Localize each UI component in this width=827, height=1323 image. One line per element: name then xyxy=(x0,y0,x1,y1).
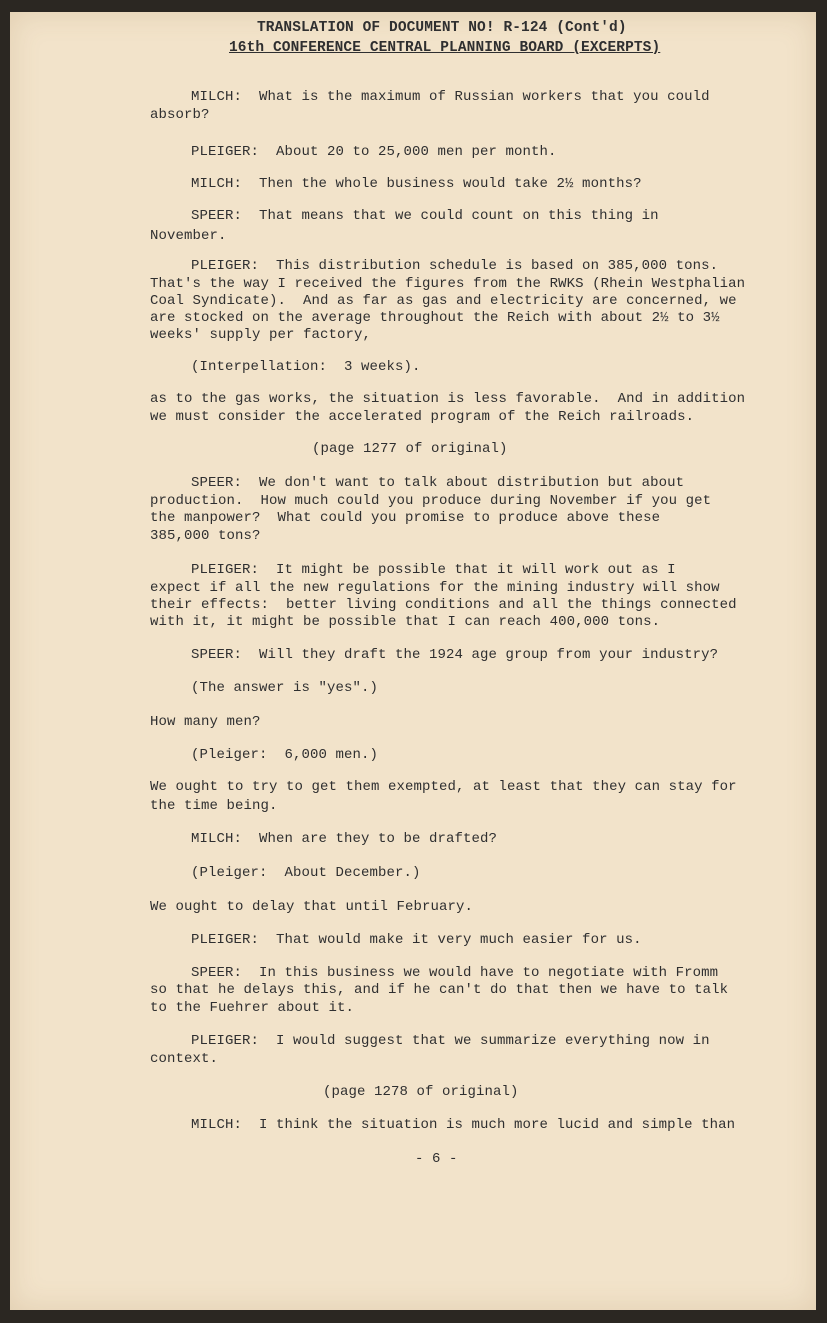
page-reference: (page 1277 of original) xyxy=(312,441,508,457)
text-line: with it, it might be possible that I can reach 400,000 tons. xyxy=(150,614,661,630)
text-line: SPEER: In this business we would have to negotiate with Fromm xyxy=(191,965,719,981)
document-subtitle: 16th CONFERENCE CENTRAL PLANNING BOARD (EXCERPTS) xyxy=(229,40,661,56)
text-line: Coal Syndicate). And as far as gas and electricity are concerned, we xyxy=(150,293,737,309)
text-line: That's the way I received the figures from the RWKS (Rhein Westphalian xyxy=(150,276,746,292)
text-line: We ought to try to get them exempted, at least that they can stay for xyxy=(150,779,737,795)
text-line: How many men? xyxy=(150,714,261,730)
page-number: - 6 - xyxy=(415,1151,458,1167)
text-line: November. xyxy=(150,228,227,244)
text-line: PLEIGER: About 20 to 25,000 men per month. xyxy=(191,144,557,160)
text-line: as to the gas works, the situation is less favorable. And in addition xyxy=(150,391,746,407)
document-page xyxy=(10,12,816,1310)
text-line: (Interpellation: 3 weeks). xyxy=(191,359,421,375)
text-line: SPEER: Will they draft the 1924 age group from your industry? xyxy=(191,647,719,663)
text-line: the manpower? What could you promise to produce above these xyxy=(150,510,661,526)
text-line: are stocked on the average throughout the Reich with about 2½ to 3½ xyxy=(150,310,720,326)
text-line: expect if all the new regulations for the mining industry will show xyxy=(150,580,720,596)
page-reference: (page 1278 of original) xyxy=(323,1084,519,1100)
text-line: 385,000 tons? xyxy=(150,528,261,544)
text-line: MILCH: When are they to be drafted? xyxy=(191,831,498,847)
text-line: weeks' supply per factory, xyxy=(150,327,372,343)
text-line: absorb? xyxy=(150,107,210,123)
text-line: context. xyxy=(150,1051,219,1067)
text-line: the time being. xyxy=(150,798,278,814)
document-title: TRANSLATION OF DOCUMENT NO! R-124 (Cont'd) xyxy=(257,20,627,36)
text-line: (The answer is "yes".) xyxy=(191,680,379,696)
text-line: PLEIGER: That would make it very much easier for us. xyxy=(191,932,642,948)
text-line: so that he delays this, and if he can't do that then we have to talk xyxy=(150,982,729,998)
text-line: MILCH: Then the whole business would take 2½ months? xyxy=(191,176,642,192)
text-line: SPEER: We don't want to talk about distribution but about xyxy=(191,475,685,491)
text-line: their effects: better living conditions and all the things connected xyxy=(150,597,737,613)
text-line: (Pleiger: 6,000 men.) xyxy=(191,747,379,763)
text-line: PLEIGER: I would suggest that we summarize everything now in xyxy=(191,1033,710,1049)
text-line: We ought to delay that until February. xyxy=(150,899,474,915)
text-line: PLEIGER: It might be possible that it will work out as I xyxy=(191,562,676,578)
text-line: MILCH: What is the maximum of Russian workers that you could xyxy=(191,89,710,105)
text-line: MILCH: I think the situation is much more lucid and simple than xyxy=(191,1117,736,1133)
text-line: to the Fuehrer about it. xyxy=(150,1000,355,1016)
text-line: we must consider the accelerated program of the Reich railroads. xyxy=(150,409,695,425)
text-line: (Pleiger: About December.) xyxy=(191,865,421,881)
text-line: production. How much could you produce during November if you get xyxy=(150,493,712,509)
text-line: SPEER: That means that we could count on this thing in xyxy=(191,208,659,224)
text-line: PLEIGER: This distribution schedule is based on 385,000 tons. xyxy=(191,258,719,274)
